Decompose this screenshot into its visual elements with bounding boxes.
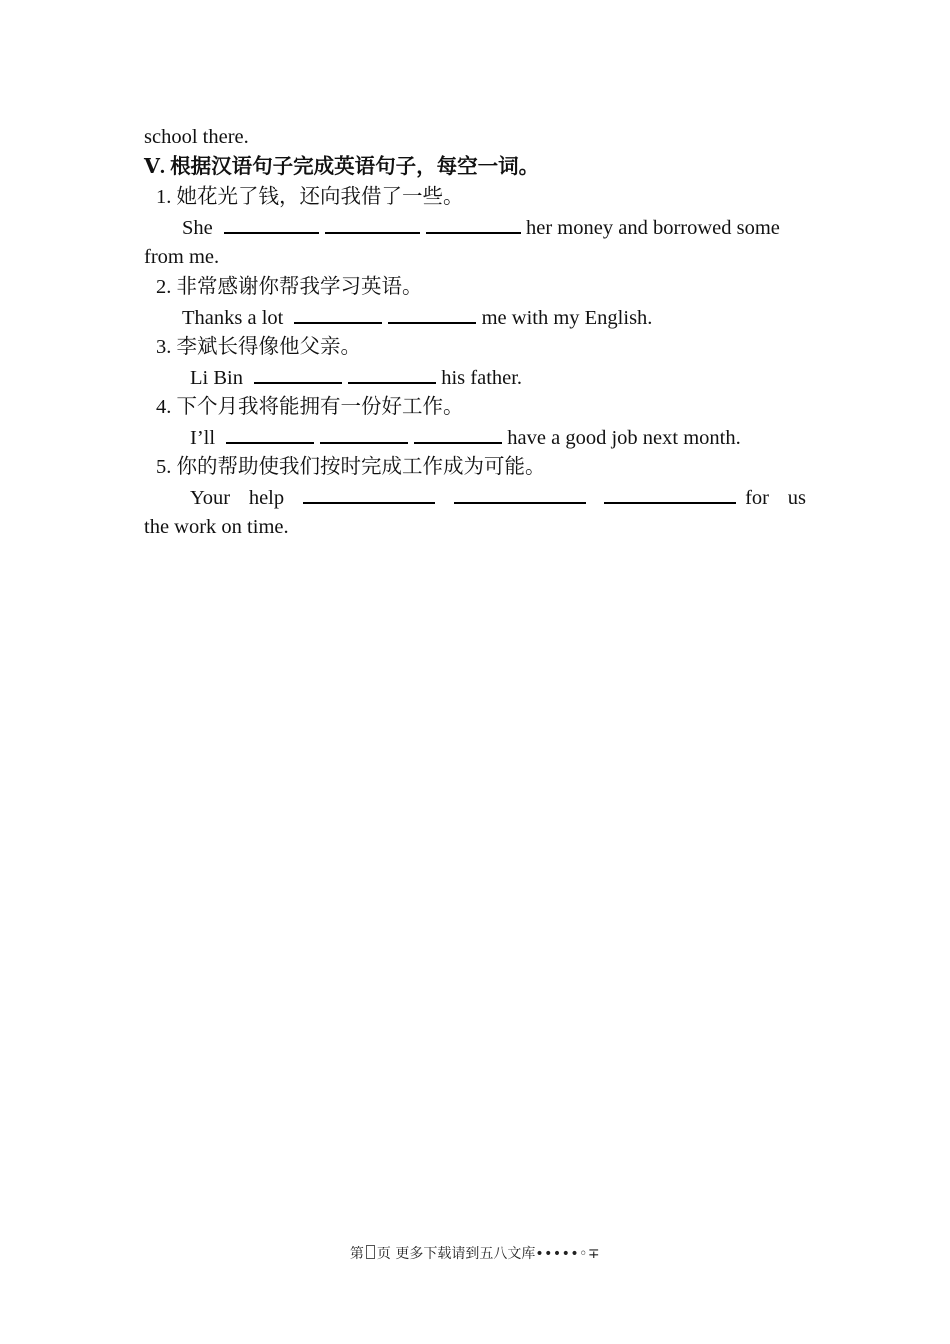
text-line-school-there: school there. — [144, 126, 249, 148]
question-4-english — [190, 422, 741, 452]
q3-start-text: Li Bin — [190, 367, 243, 389]
answer-blank[interactable] — [348, 362, 436, 384]
q5-your-text: Your — [190, 487, 231, 509]
question-5-chinese: 5. 你的帮助使我们按时完成工作成为可能。 — [156, 456, 546, 478]
answer-blank[interactable] — [454, 482, 586, 504]
question-3-chinese: 3. 李斌长得像他父亲。 — [156, 336, 361, 358]
answer-blank[interactable] — [320, 422, 408, 444]
section-heading: Ⅴ. 根据汉语句子完成英语句子，每空一词。 — [144, 156, 540, 178]
answer-blank[interactable] — [226, 422, 314, 444]
answer-blank[interactable] — [224, 212, 319, 234]
answer-blank[interactable] — [426, 212, 521, 234]
answer-blank[interactable] — [388, 302, 476, 324]
answer-blank[interactable] — [254, 362, 342, 384]
answer-blank[interactable] — [604, 482, 736, 504]
text-line-from-me: from me. — [144, 246, 220, 268]
q4-end-text: have a good job next month. — [507, 427, 741, 449]
question-2-chinese: 2. 非常感谢你帮我学习英语。 — [156, 276, 423, 298]
footer-download-text: 页 更多下载请到五八文库 — [376, 1246, 536, 1262]
footer-garbled-tail: •••••◦∓ — [535, 1246, 601, 1262]
answer-blank[interactable] — [414, 422, 502, 444]
footer-page-label: 第 — [349, 1246, 364, 1262]
q2-start-text: Thanks a lot — [182, 307, 284, 329]
q1-end-text: her money and borrowed some — [526, 217, 780, 239]
q2-end-text: me with my English. — [481, 307, 653, 329]
q5-us-text: us — [787, 487, 806, 509]
answer-blank[interactable] — [303, 482, 435, 504]
question-3-english — [190, 362, 522, 392]
answer-blank[interactable] — [325, 212, 420, 234]
answer-blank[interactable] — [294, 302, 382, 324]
question-1-english — [182, 212, 780, 242]
question-4-chinese: 4. 下个月我将能拥有一份好工作。 — [156, 396, 464, 418]
q5-for-text: for — [745, 487, 769, 509]
question-1-chinese: 1. 她花光了钱，还向我借了一些。 — [156, 186, 464, 208]
question-2-english — [182, 302, 652, 332]
q5-help-text: help — [248, 487, 285, 509]
q3-end-text: his father. — [441, 367, 523, 389]
q4-start-text: I’ll — [190, 427, 216, 449]
page-number-box — [366, 1245, 375, 1259]
page-footer — [0, 1243, 950, 1263]
text-line-work-on-time: the work on time. — [144, 516, 289, 538]
q1-start-text: She — [182, 217, 213, 239]
question-5-english — [190, 482, 806, 512]
